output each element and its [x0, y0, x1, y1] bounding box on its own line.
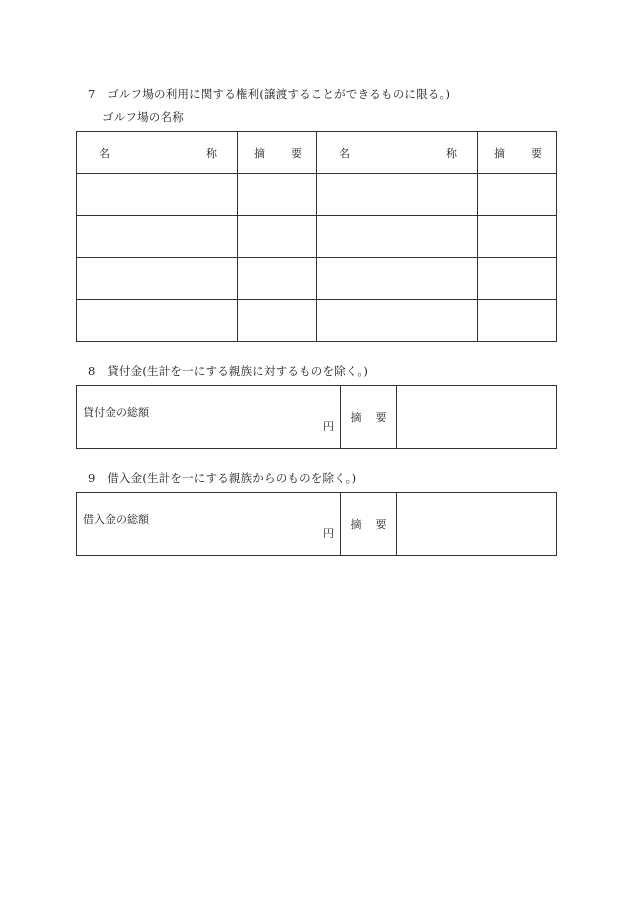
header-name-left: 名	[339, 146, 350, 160]
name-cell[interactable]	[77, 174, 238, 216]
yen-unit: 円	[323, 420, 334, 433]
name-cell[interactable]	[77, 216, 238, 258]
table-row	[77, 216, 557, 258]
summary-cell[interactable]	[238, 258, 317, 300]
header-summary-left: 摘	[494, 146, 505, 160]
header-name-right: 称	[446, 146, 457, 160]
name-cell[interactable]	[77, 300, 238, 342]
summary-cell[interactable]	[478, 216, 557, 258]
table-row	[77, 258, 557, 300]
summary-label-cell	[341, 493, 397, 556]
summary-cell[interactable]	[478, 300, 557, 342]
name-cell[interactable]	[317, 216, 478, 258]
header-name-left: 名	[99, 146, 110, 160]
section8-title: 8 貸付金(生計を一にする親族に対するものを除く。)	[88, 364, 369, 378]
header-name-col-1	[77, 132, 238, 174]
summary-right: 要	[375, 518, 387, 531]
borrowings-table	[76, 492, 557, 556]
name-cell[interactable]	[317, 258, 478, 300]
header-summary-right: 要	[531, 146, 542, 160]
section9-title: 9 借入金(生計を一にする親族からのものを除く。)	[88, 471, 357, 485]
name-cell[interactable]	[77, 258, 238, 300]
golf-membership-table	[76, 131, 557, 342]
total-label: 借入金の総額	[83, 513, 149, 526]
total-label: 貸付金の総額	[83, 406, 149, 419]
header-summary-left: 摘	[254, 146, 265, 160]
summary-label-cell	[341, 386, 397, 449]
header-summary-col-2	[478, 132, 557, 174]
summary-left: 摘	[350, 411, 362, 424]
summary-cell[interactable]	[238, 216, 317, 258]
total-amount-cell[interactable]	[77, 386, 341, 449]
table-row	[77, 300, 557, 342]
header-summary-right: 要	[291, 146, 302, 160]
header-summary-col-1	[238, 132, 317, 174]
header-name-right: 称	[206, 146, 217, 160]
summary-left: 摘	[350, 518, 362, 531]
header-name-col-2	[317, 132, 478, 174]
name-cell[interactable]	[317, 300, 478, 342]
summary-cell[interactable]	[238, 300, 317, 342]
summary-cell[interactable]	[238, 174, 317, 216]
section7-title: 7 ゴルフ場の利用に関する権利(譲渡することができるものに限る。)	[88, 87, 451, 101]
summary-cell[interactable]	[478, 258, 557, 300]
summary-value-cell[interactable]	[397, 493, 557, 556]
table-row	[77, 174, 557, 216]
summary-right: 要	[375, 411, 387, 424]
name-cell[interactable]	[317, 174, 478, 216]
section7-subtitle: ゴルフ場の名称	[102, 110, 184, 124]
yen-unit: 円	[323, 527, 334, 540]
summary-cell[interactable]	[478, 174, 557, 216]
summary-value-cell[interactable]	[397, 386, 557, 449]
table-header-row	[77, 132, 557, 174]
loans-receivable-table	[76, 385, 557, 449]
total-amount-cell[interactable]	[77, 493, 341, 556]
